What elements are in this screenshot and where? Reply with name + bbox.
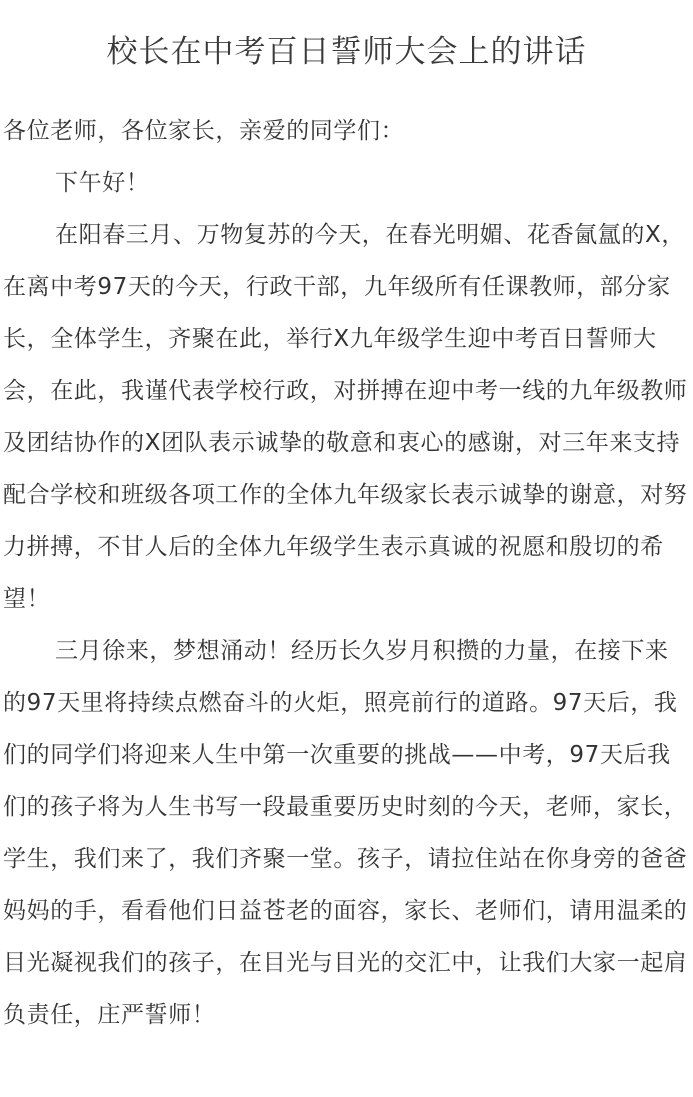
paragraph-2: 三月徐来，梦想涌动！经历长久岁月积攒的力量，在接下来的97天里将持续点燃奋斗的火炬，照亮前行的道路。97天后，我们的同学们将迎来人生中第一次重要的挑战——中考，97天后我们的孩子将为人生书写一段最重要历史时刻的今天，老师，家长，学生，我们来了，我们齐聚一堂。孩子，请拉住站在你身旁的爸爸妈妈的手，看看他们日益苍老的面容，家长、老师们，请用温柔的目光凝视我们的孩子，在目光与目光的交汇中，让我们大家一起肩负责任，庄严誓师！ bbox=[3, 638, 688, 1028]
greeting: 下午好！ bbox=[55, 170, 150, 196]
salutation: 各位老师，各位家长，亲爱的同学们： bbox=[3, 118, 405, 144]
document-body bbox=[3, 105, 691, 1041]
paragraph-1: 在阳春三月、万物复苏的今天，在春光明媚、花香氤氲的X，在离中考97天的今天，行政干部，九年级所有任课教师，部分家长，全体学生，齐聚在此，举行X九年级学生迎中考百日誓师大会，在此，我谨代表学校行政，对拼搏在迎中考一线的九年级教师及团结协作的X团队表示诚挚的敬意和衷心的感谢，对三年来支持配合学校和班级各项工作的全体九年级家长表示诚挚的谢意，对努力拼搏，不甘人后的全体九年级学生表示真诚的祝愿和殷切的希望！ bbox=[3, 222, 688, 612]
document-title: 校长在中考百日誓师大会上的讲话 bbox=[106, 34, 587, 70]
